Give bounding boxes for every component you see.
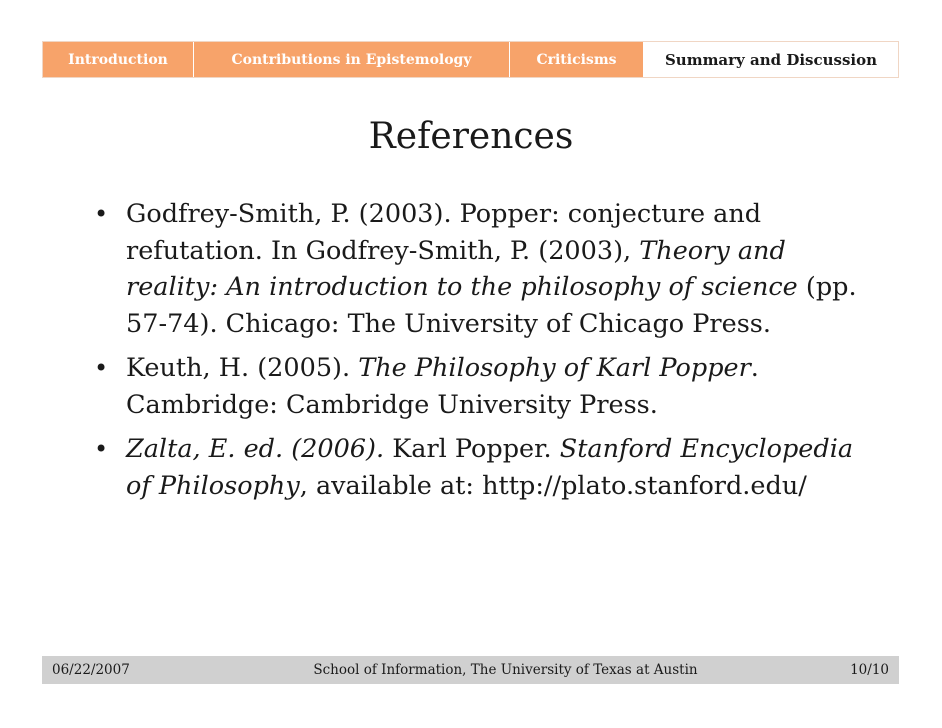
slide-title: References bbox=[368, 116, 574, 157]
reference-text: . Cambridge: Cambridge University Press. bbox=[126, 353, 759, 420]
bullet-icon: • bbox=[94, 200, 109, 228]
reference-title: Theory and reality: An introduction to the philosophy of science bbox=[126, 235, 798, 302]
reference-text: Godfrey-Smith, P. (2003). Popper: conjecture and refutation. In Godfrey-Smith, P. (2003), bbox=[126, 199, 762, 266]
reference-text: Keuth, H. (2005). bbox=[126, 353, 359, 383]
reference-list bbox=[86, 196, 876, 512]
bullet-icon: • bbox=[94, 435, 109, 463]
page-number: 10/10 bbox=[850, 662, 889, 678]
reference-text: Karl Popper. bbox=[384, 434, 560, 464]
list-item bbox=[86, 350, 876, 423]
reference-text: , available at: http://plato.stanford.edu/ bbox=[299, 470, 807, 501]
reference-text: (pp. 57-74). Chicago: The University of Chicago Press. bbox=[126, 272, 857, 339]
footer-date: 06/22/2007 bbox=[52, 662, 130, 678]
tab-summary-and-discussion[interactable]: Summary and Discussion bbox=[644, 42, 898, 77]
reference-title: The Philosophy of Karl Popper bbox=[358, 353, 751, 383]
section-nav bbox=[42, 41, 899, 78]
tab-contributions-in-epistemology[interactable]: Contributions in Epistemology bbox=[194, 42, 510, 77]
reference-author: Zalta, E. ed. (2006). bbox=[126, 434, 385, 464]
bullet-icon: • bbox=[94, 354, 109, 382]
list-item bbox=[86, 196, 876, 342]
reference-title: Stanford Encyclopedia of Philosophy bbox=[126, 434, 854, 501]
tab-criticisms[interactable]: Criticisms bbox=[510, 42, 644, 77]
list-item bbox=[86, 431, 876, 504]
slide-footer bbox=[42, 656, 899, 684]
tab-introduction[interactable]: Introduction bbox=[43, 42, 194, 77]
footer-school: School of Information, The University of Texas at Austin bbox=[313, 662, 698, 678]
